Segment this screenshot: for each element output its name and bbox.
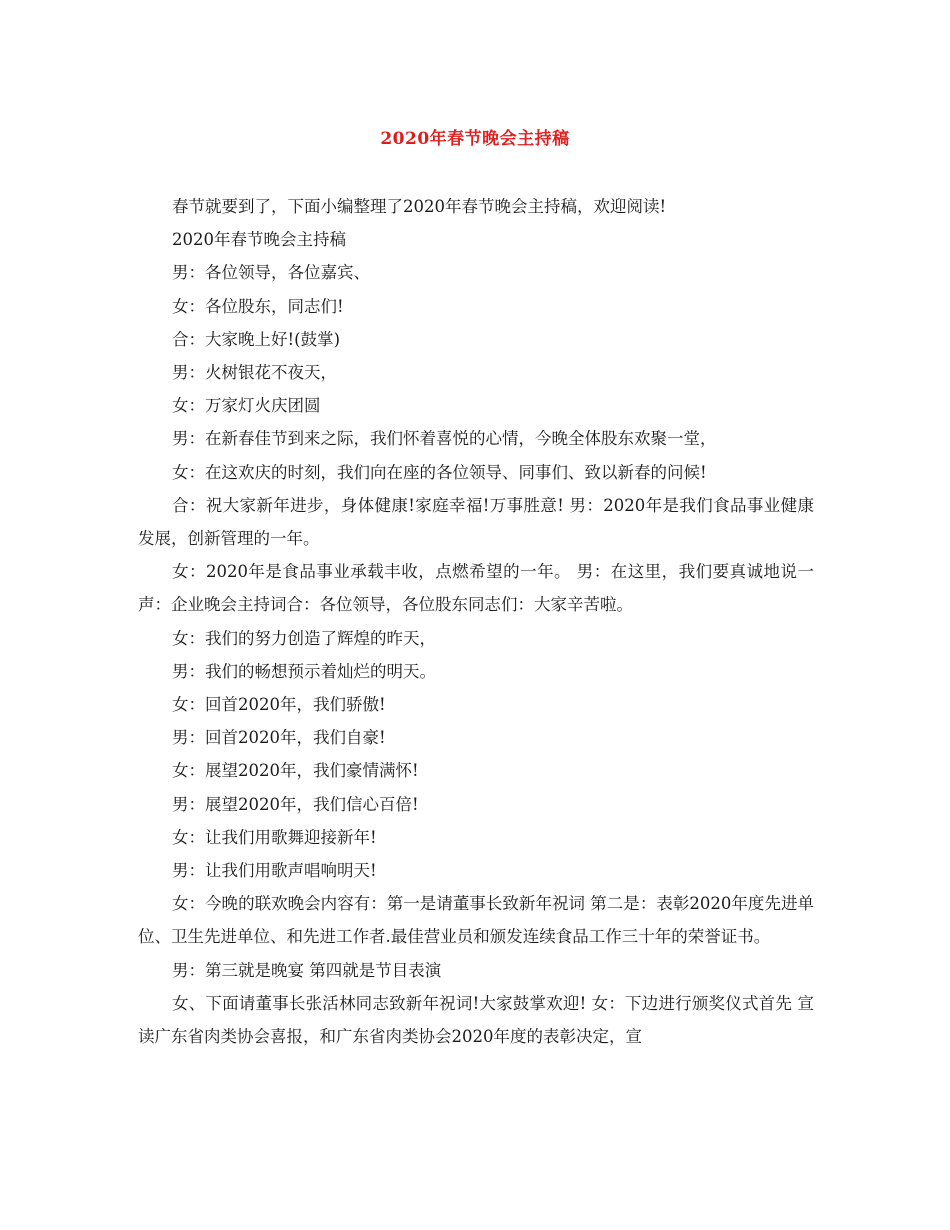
paragraph-20: 女：今晚的联欢晚会内容有：第一是请董事长致新年祝词 第二是：表彰2020年度先进单位、卫生先进单位、和先进工作者.最佳营业员和颁发连续食品工作三十年的荣誉证书。 bbox=[138, 894, 814, 947]
paragraph-4: 女：各位股东，同志们! bbox=[172, 296, 344, 316]
paragraph-10: 合：祝大家新年进步，身体健康!家庭幸福!万事胜意! 男：2020年是我们食品事业健康发展，创新管理的一年。 bbox=[138, 495, 814, 549]
document-title: 2020年春节晚会主持稿 bbox=[380, 129, 570, 149]
paragraph-21: 男：第三就是晚宴 第四就是节目表演 bbox=[172, 960, 442, 980]
paragraph-22: 女、下面请董事长张活林同志致新年祝词!大家鼓掌欢迎! 女：下边进行颁奖仪式首先 宣读广东省肉类协会喜报，和广东省肉类协会2020年度的表彰决定，宣 bbox=[138, 993, 814, 1047]
paragraph-11: 女：2020年是食品事业承载丰收，点燃希望的一年。 男：在这里，我们要真诚地说一声：企业晚会主持词合：各位领导，各位股东同志们：大家辛苦啦。 bbox=[138, 562, 814, 615]
paragraph-14: 女：回首2020年，我们骄傲! bbox=[172, 695, 386, 715]
paragraph-17: 男：展望2020年，我们信心百倍! bbox=[172, 794, 419, 814]
paragraph-16: 女：展望2020年，我们豪情满怀! bbox=[172, 761, 419, 781]
paragraph-9: 女：在这欢庆的时刻，我们向在座的各位领导、同事们、致以新春的问候! bbox=[172, 462, 707, 482]
paragraph-15: 男：回首2020年，我们自豪! bbox=[172, 728, 386, 748]
paragraph-5: 合：大家晚上好!(鼓掌) bbox=[172, 329, 341, 349]
paragraph-1: 春节就要到了，下面小编整理了2020年春节晚会主持稿，欢迎阅读! bbox=[172, 197, 667, 216]
paragraph-13: 男：我们的畅想预示着灿烂的明天。 bbox=[172, 661, 436, 681]
paragraph-6: 男：火树银花不夜天， bbox=[172, 363, 337, 383]
document-body bbox=[138, 190, 814, 1053]
paragraph-12: 女：我们的努力创造了辉煌的昨天， bbox=[172, 628, 436, 648]
paragraph-18: 女：让我们用歌舞迎接新年! bbox=[172, 827, 377, 847]
paragraph-3: 男：各位领导，各位嘉宾、 bbox=[172, 263, 370, 283]
paragraph-19: 男：让我们用歌声唱响明天! bbox=[172, 861, 377, 881]
paragraph-8: 男：在新春佳节到来之际，我们怀着喜悦的心情，今晚全体股东欢聚一堂， bbox=[172, 429, 717, 449]
paragraph-7: 女：万家灯火庆团圆 bbox=[172, 396, 321, 416]
paragraph-2: 2020年春节晚会主持稿 bbox=[172, 230, 346, 250]
